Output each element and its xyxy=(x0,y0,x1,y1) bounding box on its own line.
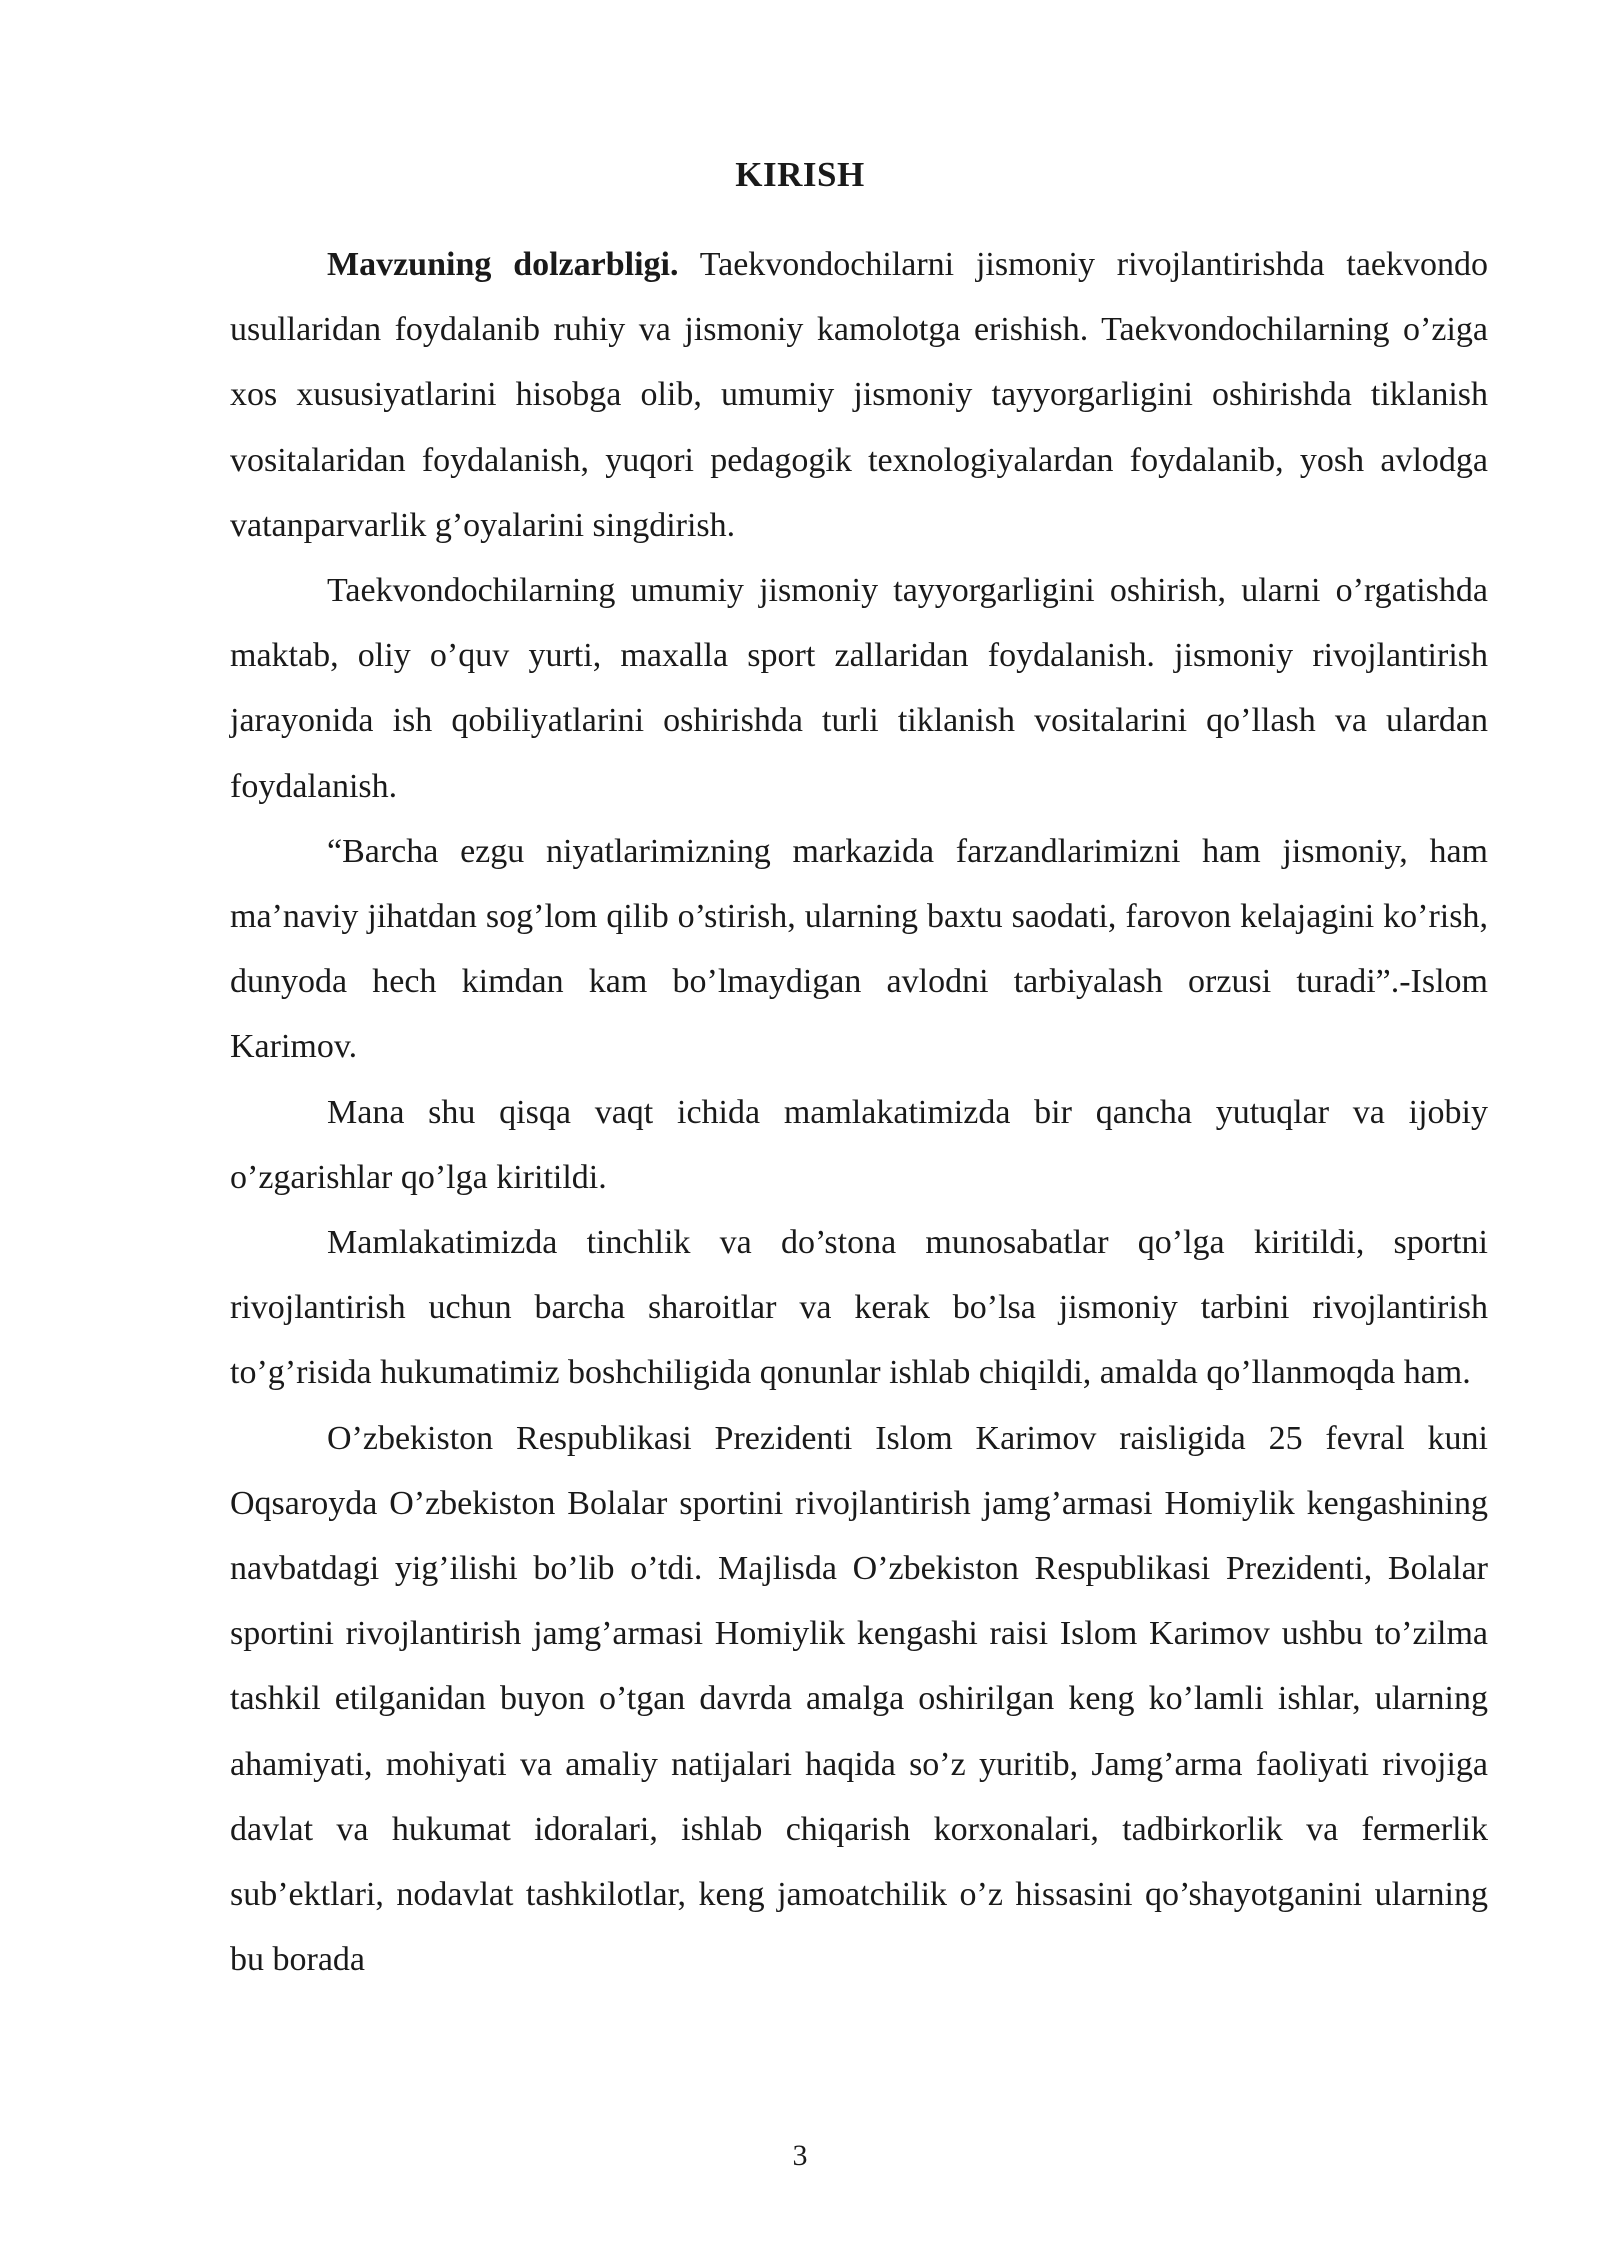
paragraph-text: Taekvondochilarni jismoniy rivojlantirishda taekvondo usullaridan foydalanib ruhiy va jismoniy kamolotga erishish. Taekvondochilarning o’ziga xos xususiyatlarini hisobga olib, umumiy jismoniy tayyorgarligini oshirishda tiklanish vositalaridan foydalanish, yuqori pedagogik texnologiyalardan foydalanib, yosh avlodga vatanparvarlik g’oyalarini singdirish. xyxy=(230,246,1489,544)
page-number: 3 xyxy=(792,2139,808,2172)
paragraph: O’zbekiston Respublikasi Prezidenti Islom Karimov raisligida 25 fevral kuni Oqsaroyda O’zbekiston Bolalar sportini rivojlantirish jamg’armasi Homiylik kengashining navbatdagi yig’ilishi bo’lib o’tdi. Majlisda O’zbekiston Respublikasi Prezidenti, Bolalar sportini rivojlantirish jamg’armasi Homiylik kengashi raisi Islom Karimov ushbu to’zilma tashkil etilganidan buyon o’tgan davrda amalga oshirilgan keng ko’lamli ishlar, ularning ahamiyati, mohiyati va amaliy natijalari haqida so’z yuritib, Jamg’arma faoliyati rivojiga davlat va hukumat idoralari, ishlab chiqarish korxonalari, tadbirkorlik va fermerlik sub’ektlari, nodavlat tashkilotlar, keng jamoatchilik o’z hissasini qo’shayotganini ularning bu borada xyxy=(230,1419,1488,1979)
paragraph: Taekvondochilarning umumiy jismoniy tayyorgarligini oshirish, ularni o’rgatishda maktab, oliy o’quv yurti, maxalla sport zallaridan foydalanish. jismoniy rivojlantirish jarayonida ish qobiliyatlarini oshirishda turli tiklanish vositalarini qo’llash va ulardan foydalanish. xyxy=(230,572,1488,805)
paragraph-lead: Mavzuning dolzarbligi. xyxy=(327,246,679,283)
section-heading: KIRISH xyxy=(735,155,865,194)
paragraph: Mamlakatimizda tinchlik va do’stona munosabatlar qo’lga kiritildi, sportni rivojlantirish uchun barcha sharoitlar va kerak bo’lsa jismoniy tarbini rivojlantirish to’g’risida hukumatimiz boshchiligida qonunlar ishlab chiqildi, amalda qo’llanmoqda ham. xyxy=(230,1224,1488,1392)
paragraph-quote: “Barcha ezgu niyatlarimizning markazida farzandlarimizni ham jismoniy, ham ma’naviy jihatdan sog’lom qilib o’stirish, ularning baxtu saodati, farovon kelajagini ko’rish, dunyoda hech kimdan kam bo’lmaydigan avlodni tarbiyalash orzusi turadi”.-Islom Karimov. xyxy=(230,832,1488,1066)
paragraph: Mana shu qisqa vaqt ichida mamlakatimizda bir qancha yutuqlar va ijobiy o’zgarishlar qo’lga kiritildi. xyxy=(230,1093,1488,1196)
body-text xyxy=(230,232,1488,1992)
paragraph-relevance xyxy=(230,232,1488,558)
